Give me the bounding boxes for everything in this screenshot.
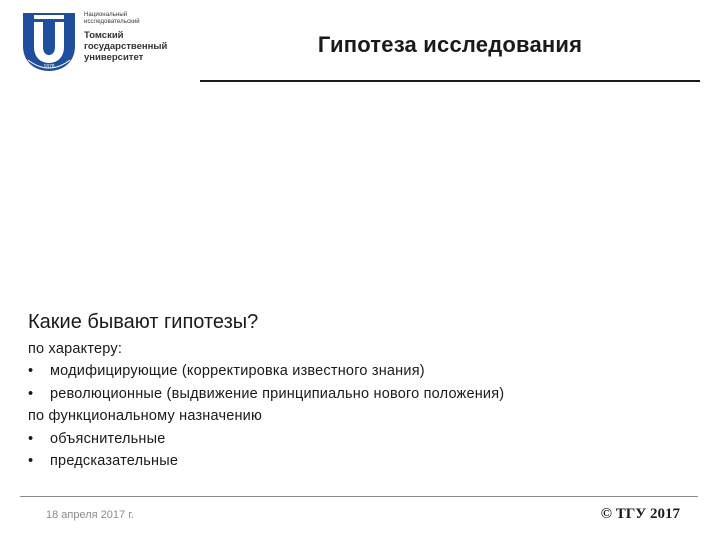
list-item-text: предсказательные — [50, 453, 179, 470]
logo-line-2: исследовательский — [84, 19, 140, 25]
logo-name-line-3: университет — [84, 52, 144, 63]
logo-name-line-1: Томский — [84, 30, 124, 41]
header-divider — [200, 80, 700, 82]
list-item-explanatory — [28, 428, 504, 450]
bullet-icon: • — [28, 363, 34, 380]
university-logo — [20, 10, 180, 74]
footer-copyright: © ТГУ 2017 — [600, 506, 680, 522]
list-item-revolutionary — [28, 383, 504, 405]
seal-text: 1878 — [43, 64, 55, 70]
list-heading-by-character — [28, 338, 504, 360]
footer-divider — [20, 496, 698, 497]
list-item-text: модифицирующие (корректировка известного знания) — [50, 363, 425, 380]
logo-name-line-2: государственный — [84, 41, 168, 52]
section-question: Какие бывают гипотезы? — [28, 311, 259, 333]
logo-line-1: Национальный — [84, 12, 128, 18]
university-emblem-icon — [20, 10, 78, 74]
logo-subtitle — [84, 12, 204, 26]
list-item-modifying — [28, 360, 504, 382]
bullet-icon: • — [28, 453, 34, 470]
bullet-icon: • — [28, 430, 34, 447]
hypothesis-list — [28, 338, 504, 472]
bullet-icon: • — [28, 385, 34, 402]
logo-university-name — [84, 30, 204, 63]
list-heading-text: по функциональному назначению — [28, 408, 263, 425]
page-title: Гипотеза исследования — [317, 32, 583, 57]
list-item-predictive — [28, 450, 504, 472]
list-item-text: объяснительные — [50, 430, 166, 447]
list-heading-text: по характеру: — [28, 341, 123, 357]
list-heading-by-function — [28, 405, 504, 427]
logo-wordmark — [84, 12, 204, 63]
list-item-text: революционные (выдвижение принципиально нового положения) — [50, 385, 505, 402]
footer-date: 18 апреля 2017 г. — [46, 509, 134, 521]
